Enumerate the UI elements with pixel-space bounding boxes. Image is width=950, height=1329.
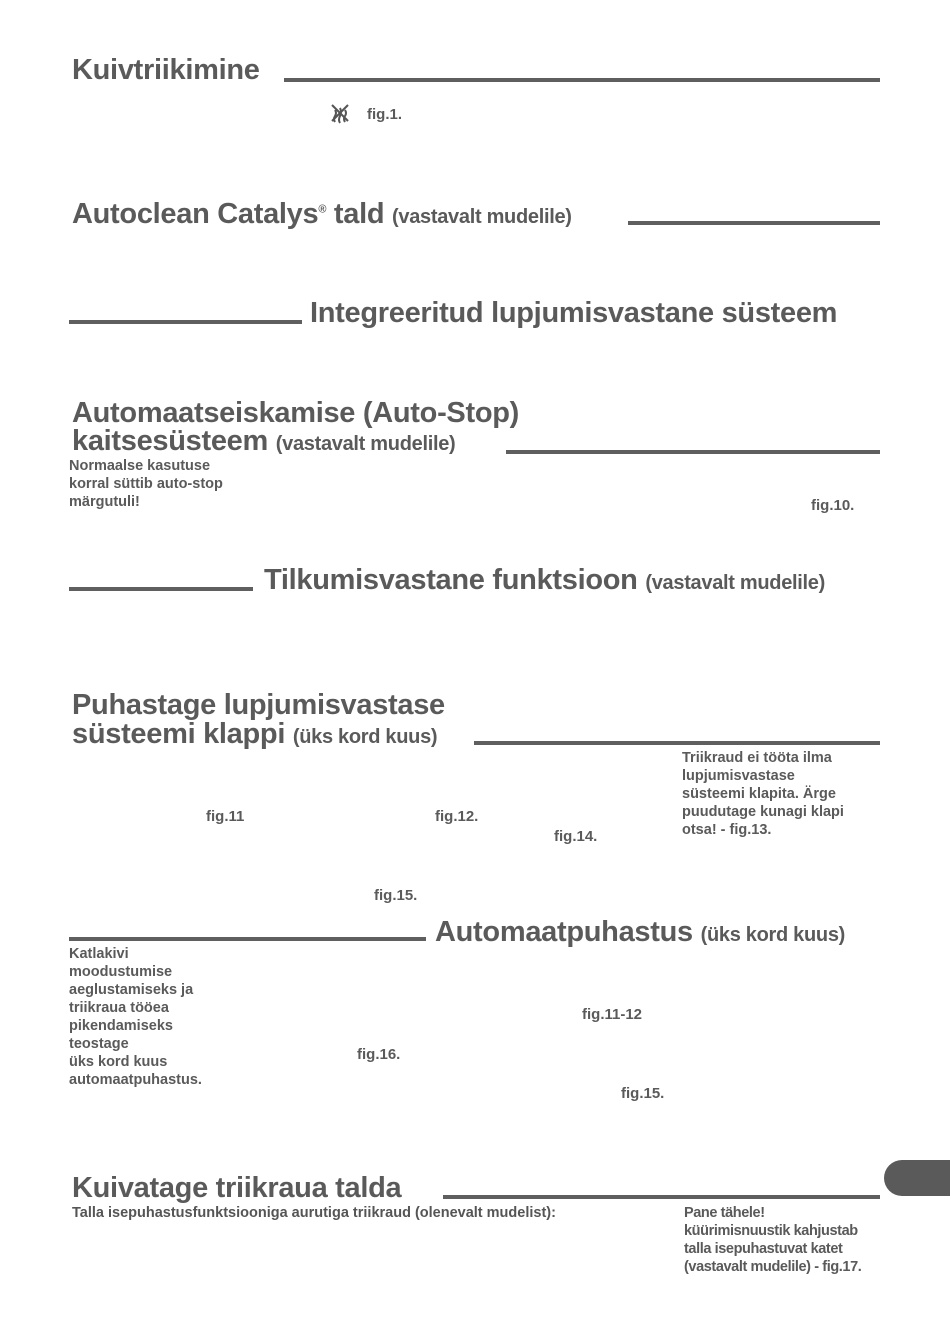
fig-11-12-label: fig.11-12 [582, 1006, 643, 1023]
heading-rule [628, 221, 880, 225]
tilkumis-title: Tilkumisvastane funktsioon [264, 564, 638, 596]
fig-16-label: fig.16. [357, 1046, 401, 1063]
note-line: lupjumisvastase [682, 768, 795, 784]
heading-integreeritud: Integreeritud lupjumisvastane süsteem [310, 297, 838, 329]
fig-11-label: fig.11 [206, 808, 245, 825]
fig-10-label: fig.10. [811, 497, 855, 514]
note-line: korral süttib auto-stop [69, 476, 223, 492]
note-line: pikendamiseks [69, 1018, 173, 1034]
fig-14-label: fig.14. [554, 828, 598, 845]
note-line: talla isepuhastuvat katet [684, 1241, 843, 1257]
note-line: (vastavalt mudelile) - fig.17. [684, 1259, 862, 1275]
automaatpuhastus-note [69, 945, 202, 1089]
kuivatage-body: Talla isepuhastusfunktsiooniga aurutiga triikraud (olenevalt mudelist): [72, 1205, 556, 1221]
automaatpuhastus-title: Automaatpuhastus [435, 916, 693, 948]
heading-autostop-line1: Automaatseiskamise (Auto-Stop) [72, 397, 520, 429]
fig-12-label: fig.12. [435, 808, 479, 825]
note-line: puudutage kunagi klapi [682, 804, 844, 820]
heading-rule [284, 78, 880, 82]
fig-15-label: fig.15. [621, 1085, 665, 1102]
note-line: Normaalse kasutuse [69, 458, 211, 474]
note-line: Pane tähele! [684, 1205, 765, 1221]
heading-kuivtriikimine: Kuivtriikimine [72, 54, 260, 86]
note-line: triikraua tööea [69, 1000, 169, 1016]
heading-autostop-line2 [72, 427, 455, 456]
heading-puhastage-line2 [72, 720, 437, 749]
note-line: märgutuli! [69, 494, 140, 510]
autostop-title: kaitsesüsteem [72, 425, 268, 457]
heading-rule [443, 1195, 880, 1199]
heading-tilkumis [264, 566, 825, 595]
note-line: otsa! - fig.13. [682, 822, 772, 838]
note-line: Triikraud ei tööta ilma [682, 750, 832, 766]
note-line: teostage [69, 1036, 129, 1052]
note-line: aeglustamiseks ja [69, 982, 194, 998]
autostop-subtitle: (vastavalt mudelile) [275, 433, 456, 455]
autoclean-title: Autoclean Catalys [72, 198, 319, 230]
fig-1-label: fig.1. [367, 106, 403, 123]
tilkumis-subtitle: (vastavalt mudelile) [645, 572, 825, 594]
heading-puhastage-line1: Puhastage lupjumisvastase [72, 689, 445, 721]
registered-mark: ® [318, 203, 327, 216]
autostop-note [69, 457, 223, 511]
page-tab [884, 1160, 950, 1196]
automaatpuhastus-subtitle: (üks kord kuus) [700, 924, 846, 946]
steam-off-icon [329, 102, 351, 124]
note-line: üks kord kuus [69, 1054, 168, 1070]
puhastage-title: süsteemi klappi [72, 718, 286, 750]
note-line: moodustumise [69, 964, 173, 980]
puhastage-subtitle: (üks kord kuus) [292, 726, 438, 748]
heading-rule [69, 587, 253, 591]
fig-15-label: fig.15. [374, 887, 418, 904]
kuivatage-note [684, 1204, 861, 1276]
heading-autoclean [72, 200, 572, 229]
heading-rule [69, 320, 302, 324]
note-line: küürimisnuustik kahjustab [684, 1223, 858, 1239]
autoclean-subtitle: (vastavalt mudelile) [392, 206, 572, 228]
heading-rule [506, 450, 880, 454]
puhastage-note [682, 749, 844, 839]
note-line: Katlakivi [69, 946, 129, 962]
heading-kuivatage: Kuivatage triikraua talda [72, 1172, 402, 1204]
note-line: süsteemi klapita. Ärge [682, 786, 836, 802]
heading-automaatpuhastus [435, 918, 845, 947]
note-line: automaatpuhastus. [69, 1072, 202, 1088]
heading-rule [474, 741, 880, 745]
heading-rule [69, 937, 426, 941]
autoclean-title-end: tald [333, 198, 385, 230]
